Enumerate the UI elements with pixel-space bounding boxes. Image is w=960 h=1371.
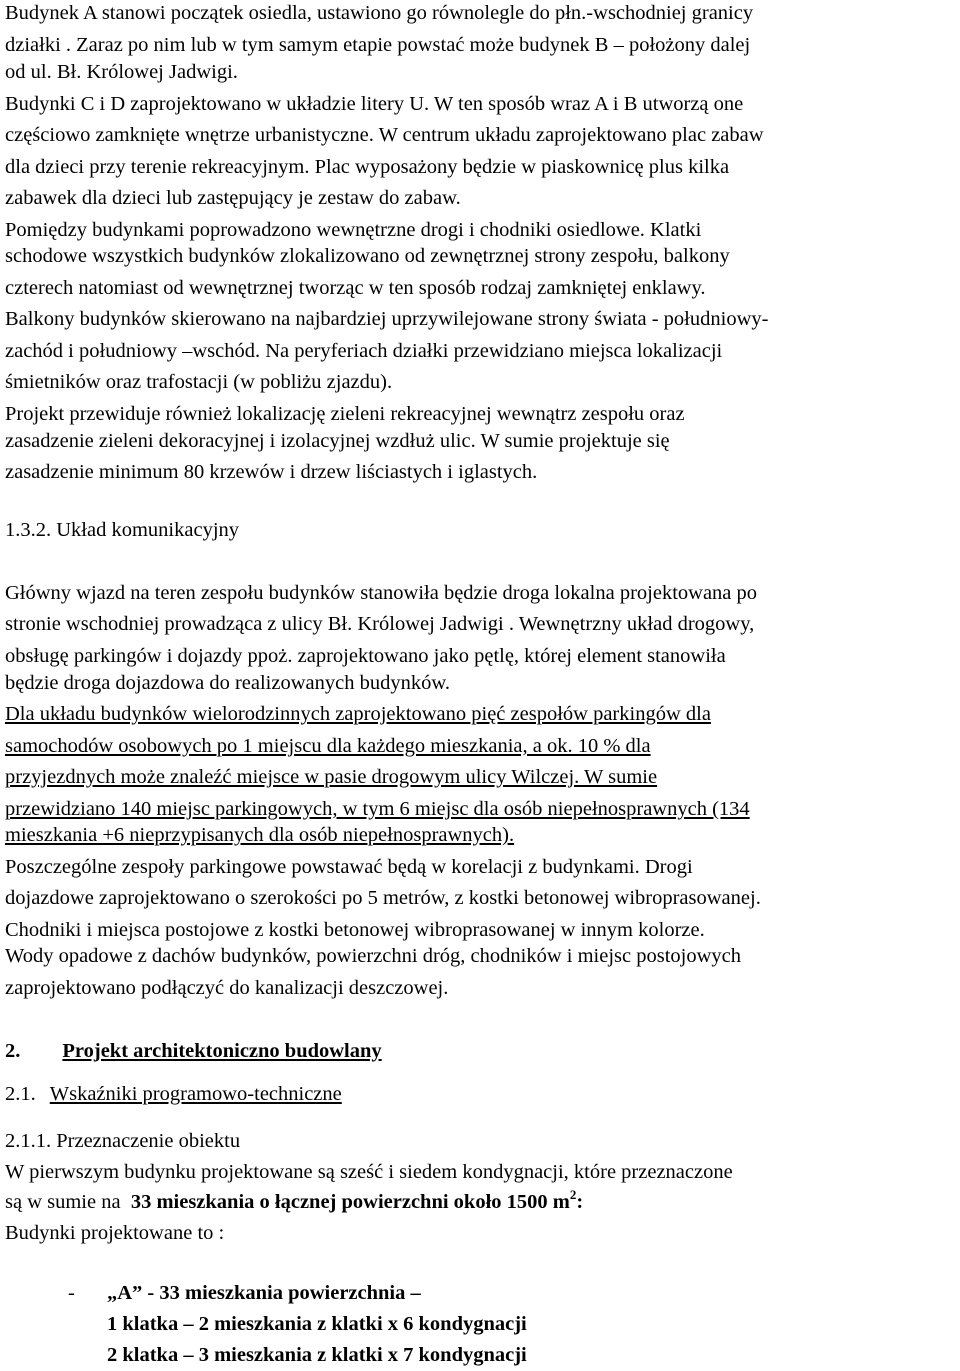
superscript: 2 [569, 1187, 577, 1202]
section-heading-2 [5, 1039, 382, 1063]
list-item-detail: 2 klatka – 3 mieszkania z klatki x 7 kondygnacji [107, 1344, 527, 1366]
text-line: śmietników oraz trafostacji (w pobliżu zjazdu). [5, 371, 393, 393]
text-line: Wody opadowe z dachów budynków, powierzchni dróg, chodników i miejsc postojowych [5, 945, 742, 967]
text-line: Budynki C i D zaprojektowano w układzie litery U. W ten sposób wraz A i B utworzą one [5, 93, 744, 115]
underlined-text-line: mieszkania +6 nieprzypisanych dla osób niepełnosprawnych). [5, 824, 515, 846]
section-heading-2-1-1: 2.1.1. Przeznaczenie obiektu [5, 1130, 241, 1152]
underlined-text-line: przewidziano 140 miejsc parkingowych, w tym 6 miejsc dla osób niepełnosprawnych (134 [5, 798, 750, 820]
bold-text-fragment: 33 mieszkania o łącznej powierzchni około 1500 m [130, 1191, 570, 1213]
text-line: Główny wjazd na teren zespołu budynków stanowiła będzie droga lokalna projektowana po [5, 582, 758, 604]
text-line: zaprojektowano podłączyć do kanalizacji deszczowej. [5, 977, 449, 999]
text-line: czterech natomiast od wewnętrznej tworząc w ten sposób rodzaj zamkniętej enklawy. [5, 277, 706, 299]
text-line: dojazdowe zaprojektowano o szerokości po 5 metrów, z kostki betonowej wibroprasowanej. [5, 887, 761, 909]
section-heading-1-3-2: 1.3.2. Układ komunikacyjny [5, 519, 240, 541]
text-line: Projekt przewiduje również lokalizację zieleni rekreacyjnej wewnątrz zespołu oraz [5, 403, 685, 425]
text-line: schodowe wszystkich budynków zlokalizowano od zewnętrznej strony zespołu, balkony [5, 245, 730, 267]
underlined-text-line: Dla układu budynków wielorodzinnych zaprojektowano pięć zespołów parkingów dla [5, 703, 711, 725]
text-line: dla dzieci przy terenie rekreacyjnym. Plac wyposażony będzie w piaskownicę plus kilka [5, 156, 730, 178]
list-item-detail: 1 klatka – 2 mieszkania z klatki x 6 kondygnacji [107, 1313, 527, 1335]
text-line [5, 1187, 584, 1214]
text-line: będzie droga dojazdowa do realizowanych budynków. [5, 672, 450, 694]
text-fragment: : [576, 1191, 584, 1213]
text-line: Chodniki i miejsca postojowe z kostki betonowej wibroprasowanej w innym kolorze. [5, 919, 705, 941]
text-line: od ul. Bł. Królowej Jadwigi. [5, 61, 238, 83]
section-title: Wskaźniki programowo-techniczne [49, 1083, 342, 1105]
text-line: Budynki projektowane to : [5, 1222, 225, 1244]
text-line: zabawek dla dzieci lub zastępujący je zestaw do zabaw. [5, 187, 461, 209]
text-line: zasadzenie minimum 80 krzewów i drzew liściastych i iglastych. [5, 461, 538, 483]
text-line: obsługę parkingów i dojazdy ppoż. zaprojektowano jako pętlę, której element stanowiła [5, 645, 726, 667]
text-line: stronie wschodniej prowadząca z ulicy Bł. Królowej Jadwigi . Wewnętrzny układ drogowy, [5, 613, 755, 635]
section-title: Projekt architektoniczno budowlany [62, 1040, 382, 1062]
section-number: 2. [5, 1040, 21, 1062]
text-line: W pierwszym budynku projektowane są sześć i siedem kondygnacji, które przeznaczone [5, 1161, 733, 1183]
text-line: Poszczególne zespoły parkingowe powstawać będą w korelacji z budynkami. Drogi [5, 856, 693, 878]
list-item-title: „A” - 33 mieszkania powierzchnia – [107, 1282, 421, 1304]
text-line: częściowo zamknięte wnętrze urbanistyczne. W centrum układu zaprojektowano plac zabaw [5, 124, 764, 146]
text-line: zasadzenie zieleni dekoracyjnej i izolacyjnej wzdłuż ulic. W sumie projektuje się [5, 430, 670, 452]
underlined-text-line: przyjezdnych może znaleźć miejsce w pasie drogowym ulicy Wilczej. W sumie [5, 766, 658, 788]
text-line: Pomiędzy budynkami poprowadzono wewnętrzne drogi i chodniki osiedlowe. Klatki [5, 219, 702, 241]
section-heading-2-1 [5, 1082, 342, 1106]
text-line: Budynek A stanowi początek osiedla, ustawiono go równolegle do płn.-wschodniej granicy [5, 2, 754, 24]
text-line: zachód i południowy –wschód. Na peryferiach działki przewidziano miejsca lokalizacji [5, 340, 723, 362]
section-number: 2.1. [5, 1083, 36, 1105]
text-line: Balkony budynków skierowano na najbardziej uprzywilejowane strony świata - południowy- [5, 308, 769, 330]
underlined-text-line: samochodów osobowych po 1 miejscu dla każdego mieszkania, a ok. 10 % dla [5, 735, 651, 757]
list-bullet-dash: - [68, 1282, 75, 1304]
text-line: działki . Zaraz po nim lub w tym samym etapie powstać może budynek B – położony dalej [5, 34, 751, 56]
text-fragment: są w sumie na [5, 1191, 131, 1213]
